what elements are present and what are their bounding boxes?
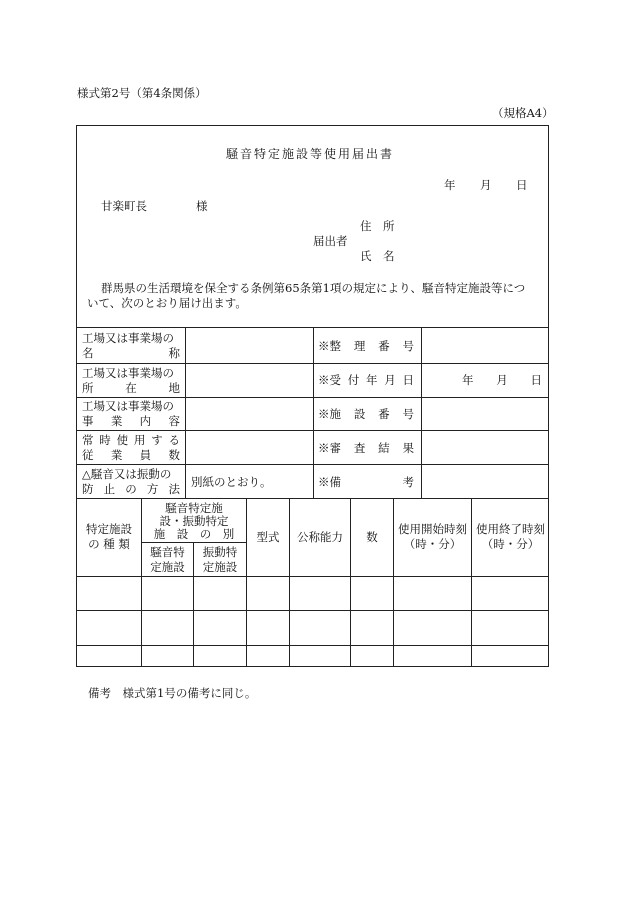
label-char: 号: [402, 407, 414, 421]
label-char: 止: [103, 482, 116, 496]
row-label-line-1: △騒音又は振動の: [82, 467, 172, 481]
row-right-label: [318, 339, 414, 353]
label-char: 所: [82, 381, 94, 395]
row-label-line-1: 工場又は事業場の: [82, 399, 174, 413]
divider: [246, 498, 247, 667]
label-char: の: [125, 482, 137, 496]
label-char: 考: [402, 475, 414, 489]
label-char: 従: [82, 448, 94, 462]
label-char: ※整: [318, 339, 341, 353]
label-char: 地: [168, 381, 180, 395]
header-facility-type-2: の 種 類: [88, 537, 130, 551]
subheader-vibration-1: 振動特: [202, 545, 238, 559]
header-start-time-2: （時・分）: [403, 537, 462, 551]
row-label-line-1: 工場又は事業場の: [82, 331, 174, 345]
divider: [76, 576, 549, 577]
label-char: 容: [168, 414, 180, 428]
label-char: 日: [402, 373, 414, 387]
label-char: 業: [110, 448, 123, 462]
label-char: 果: [402, 441, 414, 455]
label-char: 用: [133, 433, 146, 447]
date-unit: 日: [530, 373, 542, 387]
label-char: 時: [99, 433, 111, 447]
prevention-method-field[interactable]: 別紙のとおり。: [191, 475, 272, 489]
label-char: ※審: [318, 441, 341, 455]
row-label-line-2: [82, 482, 180, 496]
row-label-line-2: [82, 448, 180, 462]
date-day-label: 日: [516, 178, 528, 192]
label-char: 理: [353, 339, 366, 353]
label-char: 付: [347, 373, 360, 387]
divider: [76, 645, 549, 646]
form-number-label: 様式第2号（第4条関係）: [77, 86, 207, 100]
label-char: 番: [378, 339, 390, 353]
row-right-label: [318, 373, 414, 387]
row-right-label: [318, 441, 414, 455]
row-label-line-2: [82, 381, 180, 395]
label-char: 使: [116, 433, 129, 447]
row-right-label: [318, 475, 414, 489]
label-char: 員: [139, 448, 152, 462]
row-label-line-2: [82, 414, 180, 428]
divider: [76, 498, 549, 499]
label-char: 称: [168, 346, 180, 360]
label-char: 事: [82, 414, 94, 428]
row-label-line-1: [82, 433, 180, 447]
subheader-noise-1: 騒音特: [150, 545, 185, 559]
paper-size-label: （規格A4）: [492, 106, 554, 120]
label-char: 結: [378, 441, 390, 455]
header-start-time-1: 使用開始時刻: [398, 522, 467, 536]
row-right-label: [318, 407, 414, 421]
body-text-line-2: いて、次のとおり届け出ます。: [87, 296, 247, 310]
notifier-address-label: 住 所: [360, 219, 395, 233]
header-end-time-1: 使用終了時刻: [476, 522, 545, 536]
label-char: ※備: [318, 475, 341, 489]
label-char: 号: [402, 339, 414, 353]
label-char: 年: [366, 373, 378, 387]
header-distinction-1: 騒音特定施: [165, 501, 223, 515]
label-char: 番: [378, 407, 390, 421]
label-char: 常: [82, 433, 94, 447]
label-char: 査: [353, 441, 366, 455]
label-char: 方: [146, 482, 159, 496]
divider: [313, 327, 314, 498]
label-char: 名: [82, 346, 94, 360]
date-unit: 月: [496, 373, 508, 387]
header-end-time-2: （時・分）: [481, 537, 540, 551]
row-label-line-2: [82, 346, 180, 360]
label-char: 法: [168, 482, 180, 496]
label-char: 数: [168, 448, 180, 462]
form-title: 騒音特定施設等使用届出書: [226, 147, 395, 161]
notifier-label: 届出者: [313, 234, 348, 248]
header-distinction-3: 施 設 の 別: [153, 527, 235, 541]
header-facility-type-1: 特定施設: [86, 522, 132, 536]
date-unit: 年: [462, 373, 474, 387]
date-year-label: 年: [444, 178, 456, 192]
label-char: ※受: [318, 373, 341, 387]
row-label-line-1: 工場又は事業場の: [82, 366, 174, 380]
receipt-date-field[interactable]: [462, 373, 542, 387]
header-distinction-2: 設・振動特定: [159, 514, 229, 528]
label-char: す: [151, 433, 163, 447]
divider: [289, 498, 290, 667]
header-model: 型式: [256, 530, 280, 544]
header-capacity: 公称能力: [297, 530, 343, 544]
date-month-label: 月: [480, 178, 492, 192]
divider: [76, 610, 549, 611]
label-char: 月: [384, 373, 396, 387]
header-count: 数: [366, 530, 378, 544]
label-char: 内: [139, 414, 152, 428]
label-char: る: [168, 433, 180, 447]
label-char: 設: [353, 407, 366, 421]
divider: [421, 327, 422, 498]
notifier-name-label: 氏 名: [360, 249, 395, 263]
addressee-honorific: 様: [196, 199, 208, 213]
footnote: 備考 様式第1号の備考に同じ。: [88, 686, 257, 700]
body-text-line-1: 群馬県の生活環境を保全する条例第65条第1項の規定により、騒音特定施設等につ: [101, 281, 526, 295]
label-char: 業: [110, 414, 123, 428]
addressee-name: 甘楽町長: [101, 199, 147, 213]
subheader-vibration-2: 定施設: [202, 560, 238, 574]
divider: [185, 327, 186, 498]
label-char: ※施: [318, 407, 341, 421]
label-char: 防: [82, 482, 94, 496]
subheader-noise-2: 定施設: [150, 560, 185, 574]
divider: [350, 498, 351, 667]
label-char: 在: [125, 381, 137, 395]
